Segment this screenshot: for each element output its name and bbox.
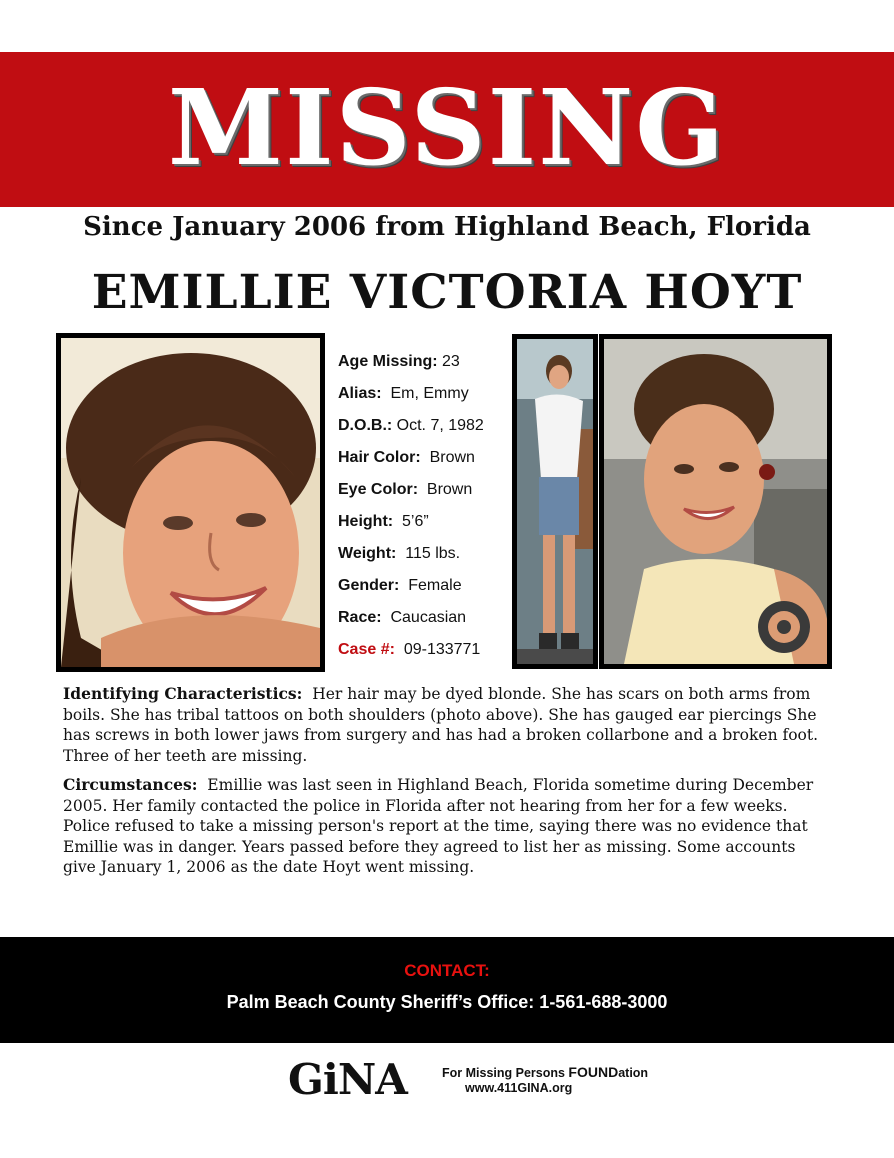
contact-phone-line: Palm Beach County Sheriff’s Office: 1-561-688-3000 bbox=[226, 992, 668, 1012]
gina-logo: GiNA bbox=[288, 1055, 407, 1104]
fact-case-number: Case #: 09-133771 bbox=[338, 641, 481, 658]
fact-hair-color: Hair Color: Brown bbox=[338, 449, 475, 466]
fact-eye-color: Eye Color: Brown bbox=[338, 481, 473, 498]
tattoo-shoulder-photo bbox=[599, 334, 832, 669]
fact-height: Height: 5’6” bbox=[338, 513, 429, 530]
missing-banner bbox=[0, 52, 894, 207]
fact-race: Race: Caucasian bbox=[338, 609, 467, 626]
description-section bbox=[63, 684, 833, 887]
gina-tagline: For Missing Persons FOUNDation bbox=[442, 1064, 649, 1080]
gina-url-link[interactable]: www.411GINA.org bbox=[465, 1081, 573, 1095]
fact-age-missing: Age Missing: 23 bbox=[338, 353, 460, 370]
missing-since-line: Since January 2006 from Highland Beach, Florida bbox=[83, 212, 811, 242]
gina-footer bbox=[288, 1055, 648, 1105]
circumstances: Circumstances: Emillie was last seen in Highland Beach, Florida sometime during December 2005. Her family contacted the police in Florida after not hearing from her for a few weeks. Police refused to take a missing person's report at the time, saying there was no evidence that Emillie was in danger. Years passed before they agreed to list her as missing. Some accounts give January 1, 2006 as the date Hoyt went missing. bbox=[63, 775, 819, 876]
identifying-characteristics: Identifying Characteristics: Her hair may be dyed blonde. She has scars on both arms from boils. She has tribal tattoos on both shoulders (photo above). She has gauged ear piercings She has screws in both lower jaws from surgery and has had a broken collarbone and a broken foot. Three of her teeth are missing. bbox=[63, 684, 823, 765]
fact-weight: Weight: 115 lbs. bbox=[338, 545, 461, 562]
fact-alias: Alias: Em, Emmy bbox=[338, 385, 469, 402]
missing-person-name: EMILLIE VICTORIA HOYT bbox=[91, 265, 803, 320]
facts-list bbox=[338, 350, 510, 670]
banner-title: MISSING bbox=[167, 66, 727, 189]
full-body-photo bbox=[512, 334, 598, 669]
fact-dob: D.O.B.: Oct. 7, 1982 bbox=[338, 417, 484, 434]
fact-gender: Gender: Female bbox=[338, 577, 462, 594]
contact-band bbox=[0, 937, 894, 1043]
contact-title: CONTACT: bbox=[404, 961, 490, 980]
portrait-photo-closeup bbox=[56, 333, 325, 672]
